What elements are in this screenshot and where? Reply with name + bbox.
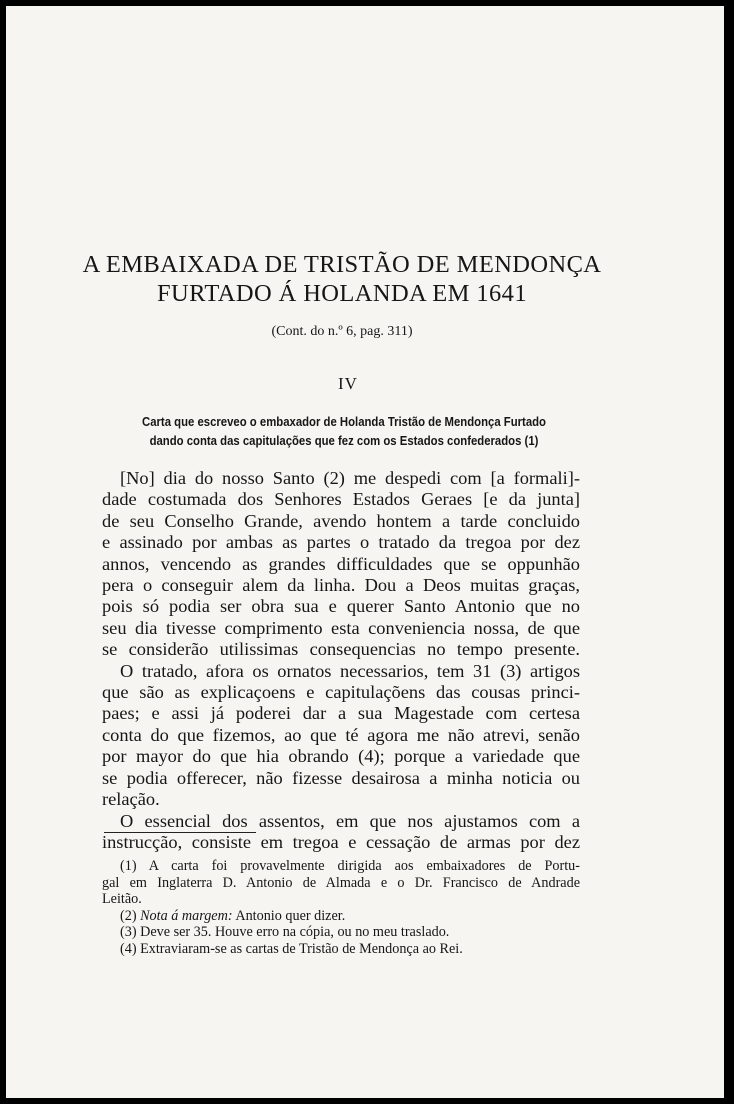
footnote-2 <box>102 908 580 925</box>
body-line: se considerão utilissimas consequencias no tempo presente. <box>102 639 580 660</box>
heading-line-2: dando conta das capitulações que fez com os Estados confederados (1) <box>149 433 539 448</box>
article-title <box>6 250 678 308</box>
body-line: que são as explicaçoens e capitulaçõens das cousas princi- <box>102 682 580 703</box>
body-line: [No] dia do nosso Santo (2) me despedi com [a formali]- <box>120 468 580 488</box>
body-line: seu dia tivesse comprimento esta conveniencia nossa, de que <box>102 617 580 638</box>
body-line: de seu Conselho Grande, avendo hontem a tarde concluido <box>102 510 580 531</box>
body-line: O tratado, afora os ornatos necessarios, tem 31 (3) artigos <box>120 660 580 681</box>
footnote-3: (3) Deve ser 35. Houve erro na cópia, ou no meu traslado. <box>120 924 450 940</box>
footnote-4: (4) Extraviaram-se as cartas de Tristão de Mendonça ao Rei. <box>120 940 463 957</box>
footnote-2-text: Antonio quer dizer. <box>232 907 346 924</box>
body-line: por mayor do que hia obrando (4); porque a variedade que <box>102 746 580 767</box>
continuation-note: (Cont. do n.º 6, pag. 311) <box>271 324 413 339</box>
body-line: se podia offerecer, não fizesse desairosa a minha noticia ou <box>102 767 580 788</box>
body-line: conta do que fizemos, ao que té agora me não atrevi, senão <box>102 724 580 745</box>
body-line: pera o conseguir alem da linha. Dou a Deos muitas graças, <box>102 575 580 596</box>
body-line: relação. <box>102 789 160 810</box>
footnotes <box>102 858 580 957</box>
letter-body <box>102 468 580 853</box>
footnote-line: gal em Inglaterra D. Antonio de Almada e o Dr. Francisco de Andrade <box>102 874 580 891</box>
footnote-line: Leitão. <box>102 891 142 907</box>
body-line: dade costumada dos Senhores Estados Geraes [e da junta] <box>102 489 580 510</box>
heading-line-1: Carta que escreveo o embaxador de Holanda Tristão de Mendonça Furtado <box>142 414 546 429</box>
title-line-1: A EMBAIXADA DE TRISTÃO DE MENDONÇA <box>82 251 602 278</box>
footnote-2-number: (2) <box>120 907 141 924</box>
body-line: O essencial dos assentos, em que nos ajustamos com a <box>120 810 580 831</box>
body-line: paes; e assi já poderei dar a sua Magestade com certesa <box>102 703 580 724</box>
document-page <box>6 6 724 1098</box>
title-line-2: FURTADO Á HOLANDA EM 1641 <box>157 280 527 307</box>
footnote-divider <box>104 832 256 833</box>
body-line: pois só podia ser obra sua e querer Santo Antonio que no <box>102 596 580 617</box>
body-line: e assinado por ambas as partes o tratado da tregoa por dez <box>102 532 580 553</box>
footnote-2-italic: Nota á margem: <box>140 907 233 924</box>
section-number: IV <box>338 374 358 393</box>
body-line: instrucção, consiste em tregoa e cessação de armas por dez <box>102 831 580 852</box>
footnote-line: (1) A carta foi provavelmente dirigida aos embaixadores de Portu- <box>120 858 580 874</box>
body-line: annos, vencendo as grandes difficuldades que se oppunhão <box>102 553 580 574</box>
letter-heading <box>138 412 551 450</box>
